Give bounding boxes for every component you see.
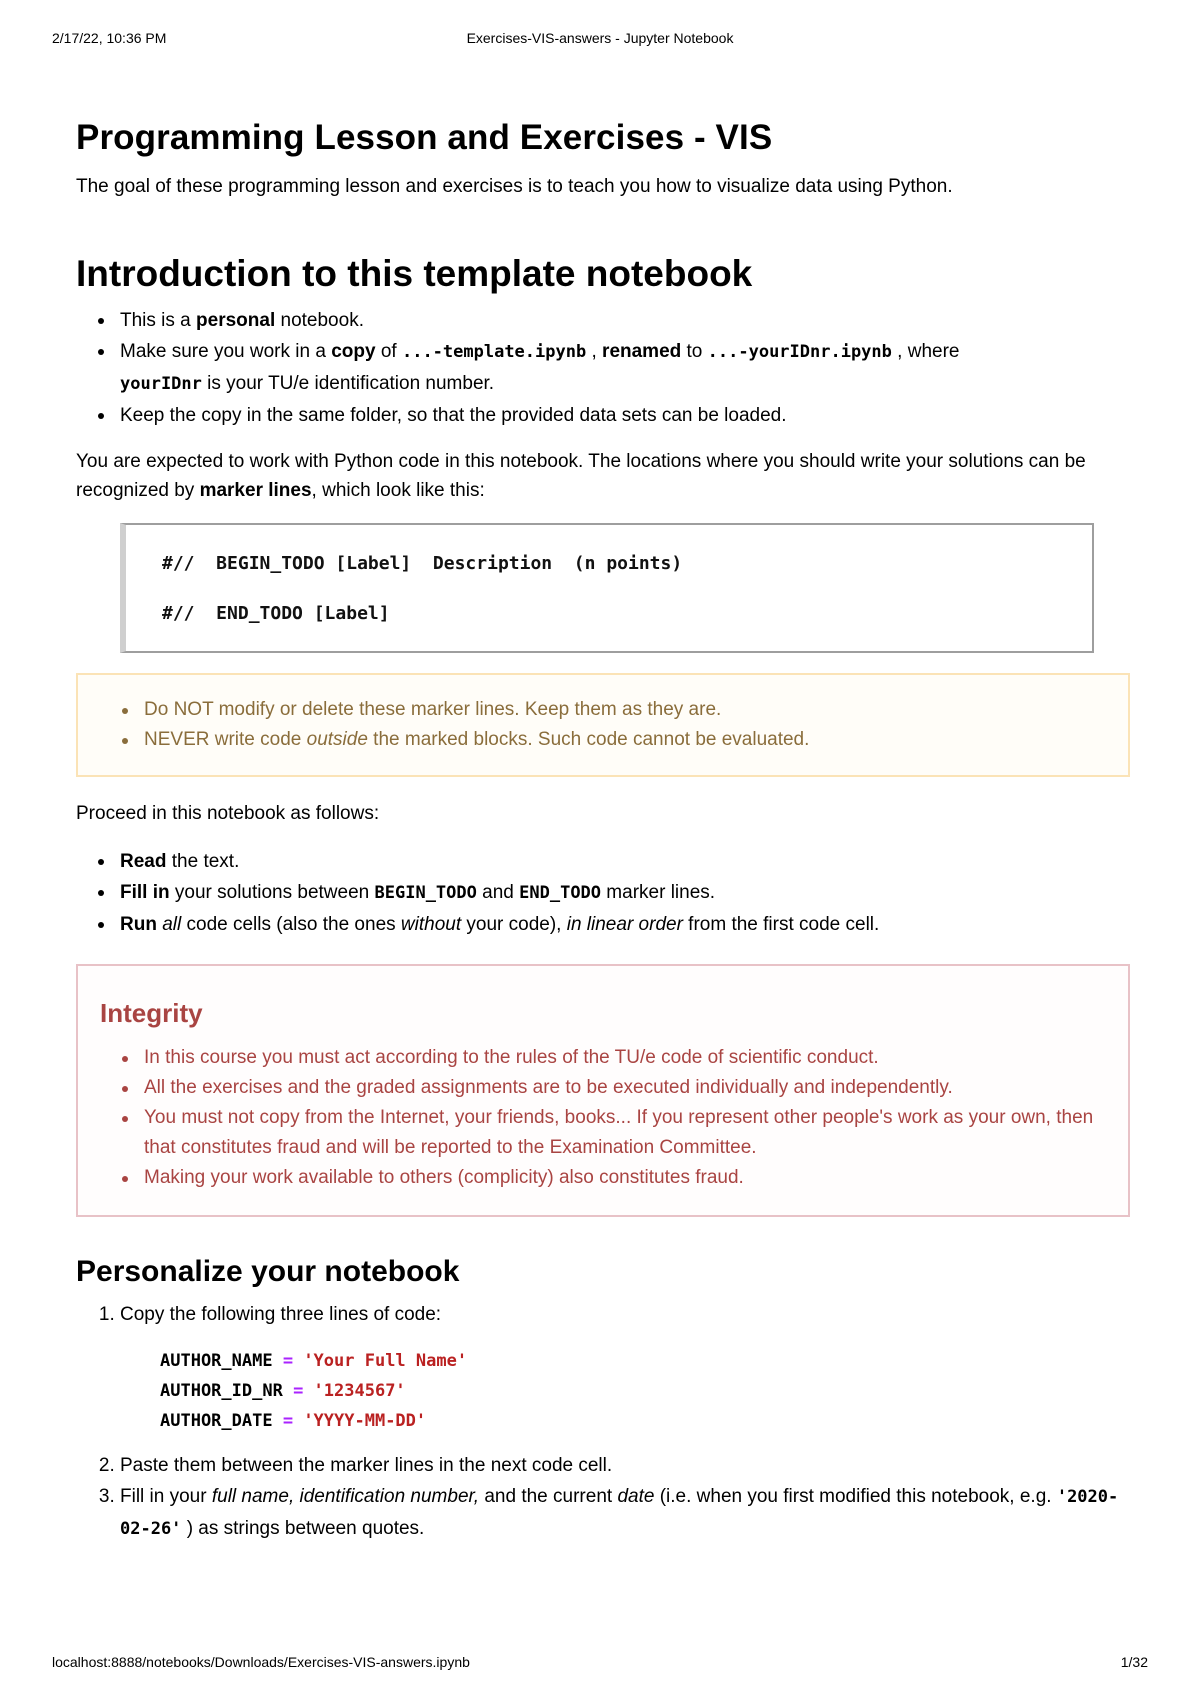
list-item: Fill in your solutions between BEGIN_TODO and END_TODO marker lines. <box>120 877 1130 909</box>
section-heading-intro: Introduction to this template notebook <box>76 253 753 294</box>
begin-marker-line: #// BEGIN_TODO [Label] Description (n points) <box>162 553 683 574</box>
list-item: Keep the copy in the same folder, so that the provided data sets can be loaded. <box>120 400 1130 431</box>
list-item: This is a personal notebook. <box>120 305 1130 336</box>
proceed-intro: Proceed in this notebook as follows: <box>76 803 380 824</box>
intro-list <box>76 305 1130 431</box>
print-header <box>52 30 1148 46</box>
section-heading-personalize: Personalize your notebook <box>76 1255 460 1288</box>
list-item: Run all code cells (also the ones without your code), in linear order from the first code cell. <box>120 909 1130 940</box>
warning-box <box>76 673 1130 777</box>
list-item: Make sure you work in a copy of ...-template.ipynb , renamed to ...-yourIDnr.ipynb , where yourIDnr is your TU/e identification number. <box>120 336 1130 400</box>
step-item: 2. Paste them between the marker lines in the next code cell. <box>120 1450 1130 1481</box>
notebook-content <box>76 118 1130 1545</box>
author-code-block <box>160 1346 1130 1436</box>
proceed-list <box>76 846 1130 940</box>
print-url: localhost:8888/notebooks/Downloads/Exercises-VIS-answers.ipynb <box>52 1654 470 1670</box>
integrity-item: Making your work available to others (complicity) also constitutes fraud. <box>144 1163 1128 1193</box>
step-item: 3. Fill in your full name, identification number, and the current date (i.e. when you first modified this notebook, e.g. '2020-02-26' ) as strings between quotes. <box>120 1481 1130 1545</box>
end-marker-line: #// END_TODO [Label] <box>162 603 390 624</box>
code-line: AUTHOR_ID_NR = '1234567' <box>160 1381 406 1401</box>
intro-text: The goal of these programming lesson and exercises is to teach you how to visualize data using Python. <box>76 176 953 197</box>
integrity-item: You must not copy from the Internet, your friends, books... If you represent other people's work as your own, then that constitutes fraud and will be reported to the Examination Committee. <box>144 1103 1128 1163</box>
marker-paragraph: You are expected to work with Python code in this notebook. The locations where you should write your solutions can be recognized by marker lines, which look like this: <box>76 451 1086 501</box>
list-item: Read the text. <box>120 846 1130 877</box>
code-line: AUTHOR_DATE = 'YYYY-MM-DD' <box>160 1411 427 1431</box>
personalize-steps <box>76 1299 1130 1545</box>
marker-code-block <box>120 523 1094 653</box>
warning-item: NEVER write code outside the marked blocks. Such code cannot be evaluated. <box>144 725 1128 755</box>
print-title: Exercises-VIS-answers - Jupyter Notebook <box>466 30 734 46</box>
page-title: Programming Lesson and Exercises - VIS <box>76 118 773 157</box>
page-number: 1/32 <box>1120 1654 1148 1670</box>
print-footer <box>52 1654 1148 1670</box>
integrity-item: In this course you must act according to the rules of the TU/e code of scientific conduct. <box>144 1043 1128 1073</box>
code-line: AUTHOR_NAME = 'Your Full Name' <box>160 1351 468 1371</box>
print-datetime: 2/17/22, 10:36 PM <box>52 30 167 46</box>
warning-item: Do NOT modify or delete these marker lines. Keep them as they are. <box>144 695 1128 725</box>
step-item: 1. Copy the following three lines of code: AUTHOR_NAME = 'Your Full Name' AUTHOR_ID_NR = '1234567' AUTHOR_DATE = 'YYYY-MM-DD' <box>120 1299 1130 1436</box>
integrity-heading: Integrity <box>100 998 203 1028</box>
integrity-item: All the exercises and the graded assignments are to be executed individually and independently. <box>144 1073 1128 1103</box>
integrity-box <box>76 964 1130 1217</box>
